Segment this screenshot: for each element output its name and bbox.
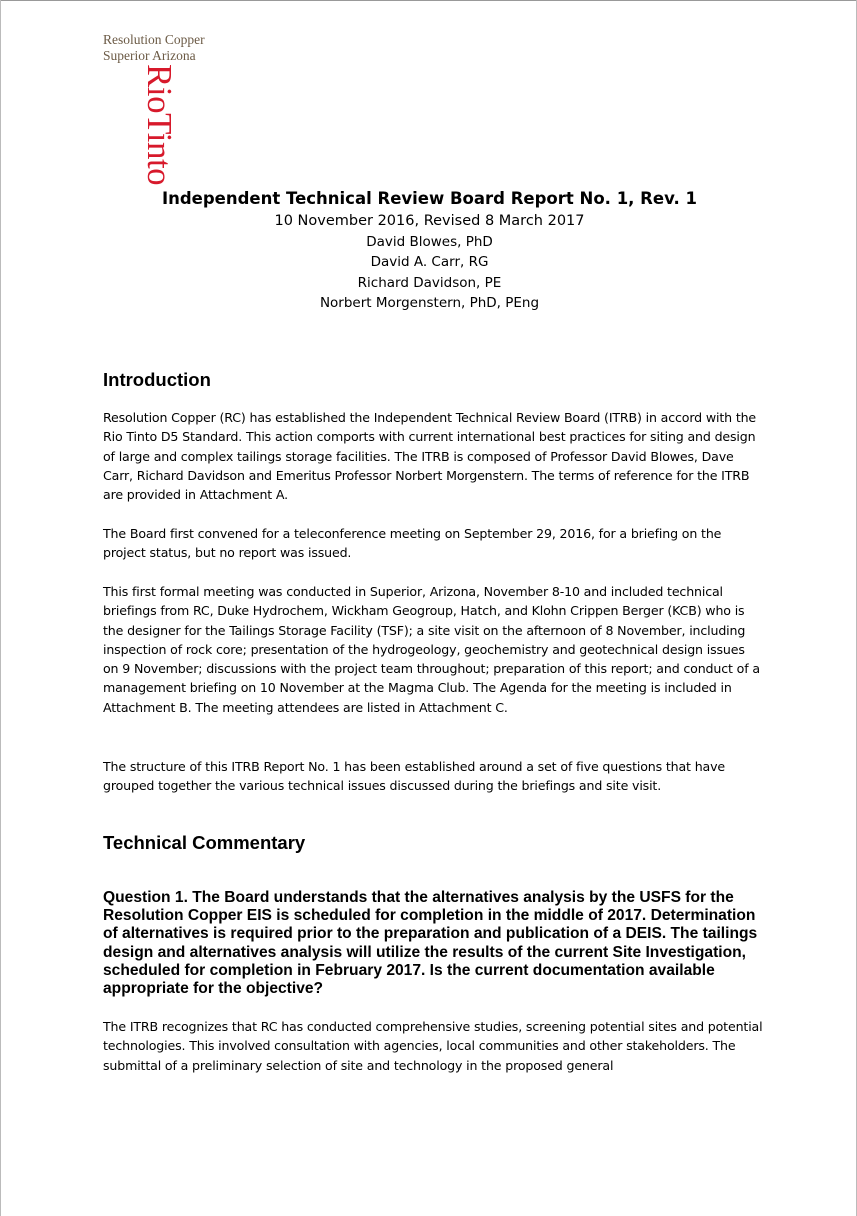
organization-block <box>103 32 205 64</box>
introduction-heading: Introduction <box>103 369 211 390</box>
report-date: 10 November 2016, Revised 8 March 2017 <box>274 213 585 229</box>
report-header <box>140 187 719 314</box>
page-border-top <box>0 0 857 1</box>
introduction-paragraph-1: Resolution Copper (RC) has established the Independent Technical Review Board (ITRB) in accord with the Rio Tinto D5 Standard. This action comports with current international best practices for siting and design of large and complex tailings storage facilities. The ITRB is composed of Professor David Blowes, Dave Carr, Richard Davidson and Emeritus Professor Norbert Morgenstern. The terms of reference for the ITRB are provided in Attachment A. <box>103 410 757 503</box>
introduction-paragraph-2: The Board first convened for a teleconference meeting on September 29, 2016, for a briefing on the project status, but no report was issued. <box>103 526 722 561</box>
author-name: David Blowes, PhD <box>366 233 493 250</box>
organization-line-2: Superior Arizona <box>103 48 196 63</box>
report-title: Independent Technical Review Board Report No. 1, Rev. 1 <box>161 189 697 208</box>
question-1-answer-paragraph: The ITRB recognizes that RC has conducted comprehensive studies, screening potential sites and potential technologies. This involved consultation with agencies, local communities and other stakeholders. The submittal of a preliminary selection of site and technology in the proposed general <box>103 1019 763 1073</box>
author-name: Richard Davidson, PE <box>357 274 502 291</box>
author-name: Norbert Morgenstern, PhD, PEng <box>319 295 540 311</box>
technical-commentary-heading: Technical Commentary <box>103 832 306 853</box>
author-name: David A. Carr, RG <box>370 254 489 270</box>
question-1: Question 1. The Board understands that the alternatives analysis by the USFS for the Resolution Copper EIS is scheduled for completion in the middle of 2017. Determination of alternatives is required prior to the preparation and publication of a DEIS. The tailings design and alternatives analysis will utilize the results of the current Site Investigation, scheduled for completion in February 2017. Is the current documentation available appropriate for the objective? <box>103 889 758 998</box>
introduction-paragraph-4: The structure of this ITRB Report No. 1 has been established around a set of five questions that have grouped together the various technical issues discussed during the briefings and site visit. <box>103 759 726 794</box>
introduction-paragraph-3: This first formal meeting was conducted in Superior, Arizona, November 8-10 and included technical briefings from RC, Duke Hydrochem, Wickham Geogroup, Hatch, and Klohn Crippen Berger (KCB) who is the designer for the Tailings Storage Facility (TSF); a site visit on the afternoon of 8 November, including inspection of rock core; presentation of the hydrogeology, geochemistry and geotechnical design issues on 9 November; discussions with the project team throughout; preparation of this report; and conduct of a management briefing on 10 November at the Magma Club. The Agenda for the meeting is included in Attachment B. The meeting attendees are listed in Attachment C. <box>103 584 760 715</box>
organization-line-1: Resolution Copper <box>103 32 205 47</box>
rio-tinto-logo-text: RioTinto <box>140 64 179 186</box>
page-border-left <box>0 0 1 1216</box>
